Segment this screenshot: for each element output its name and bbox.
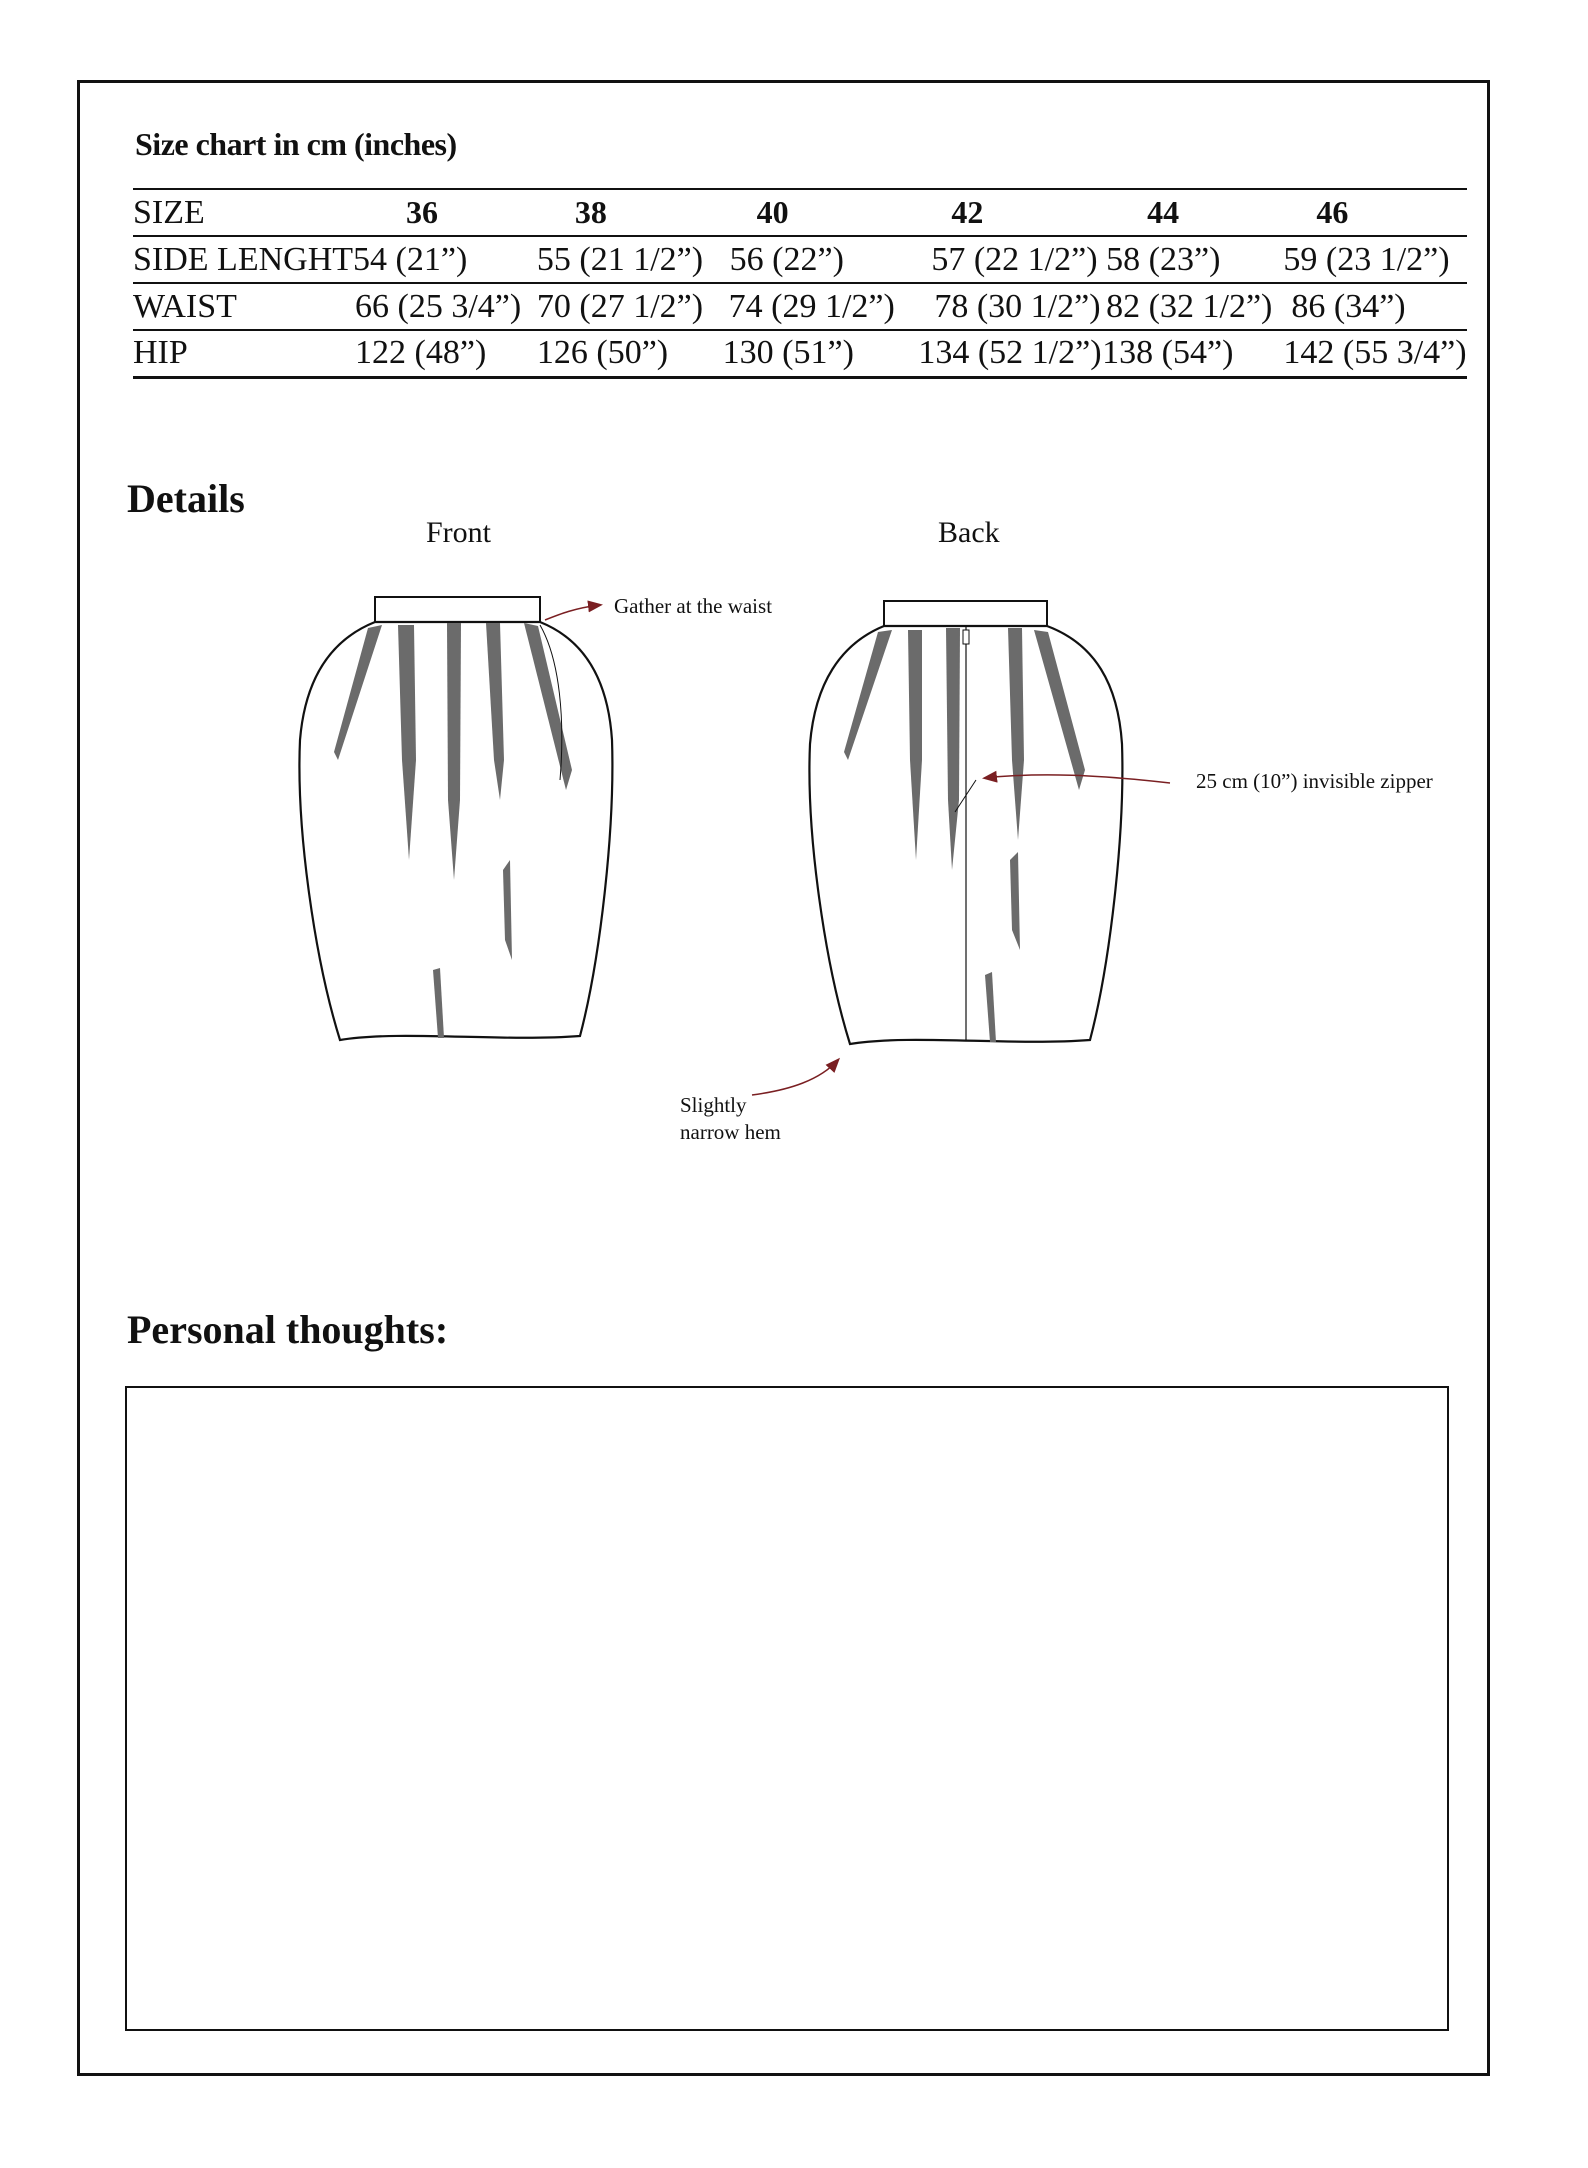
table-cell: 86 (34”) bbox=[1273, 283, 1467, 330]
size-header: 40 bbox=[705, 189, 897, 236]
back-skirt-drawing bbox=[809, 601, 1122, 1044]
hem-annotation-line1: Slightly bbox=[680, 1093, 747, 1117]
front-view-label: Front bbox=[426, 516, 492, 549]
table-cell: 130 (51”) bbox=[705, 330, 897, 377]
table-cell: 58 (23”) bbox=[1102, 236, 1273, 283]
table-cell: 57 (22 1/2”) bbox=[896, 236, 1102, 283]
table-cell: 78 (30 1/2”) bbox=[896, 283, 1102, 330]
size-header: 36 bbox=[353, 189, 523, 236]
front-skirt-drawing bbox=[299, 597, 612, 1040]
hem-annotation-line2: narrow hem bbox=[680, 1120, 781, 1144]
gather-arrow bbox=[545, 605, 600, 620]
personal-thoughts-box[interactable] bbox=[125, 1386, 1449, 2031]
table-cell: 56 (22”) bbox=[705, 236, 897, 283]
table-cell: 134 (52 1/2”) bbox=[896, 330, 1102, 377]
table-cell: 59 (23 1/2”) bbox=[1273, 236, 1467, 283]
table-cell: 138 (54”) bbox=[1102, 330, 1273, 377]
gather-annotation: Gather at the waist bbox=[614, 594, 773, 618]
table-cell: 82 (32 1/2”) bbox=[1102, 283, 1273, 330]
back-view-label: Back bbox=[938, 516, 1000, 549]
details-title: Details bbox=[127, 476, 245, 521]
table-cell: 142 (55 3/4”) bbox=[1273, 330, 1467, 377]
zipper-pull-icon bbox=[963, 630, 969, 644]
zipper-annotation: 25 cm (10”) invisible zipper bbox=[1196, 769, 1433, 793]
table-cell: 122 (48”) bbox=[353, 330, 523, 377]
personal-thoughts-title: Personal thoughts: bbox=[127, 1307, 449, 1352]
table-cell: 55 (21 1/2”) bbox=[523, 236, 705, 283]
table-cell: 66 (25 3/4”) bbox=[353, 283, 523, 330]
size-header: 44 bbox=[1102, 189, 1273, 236]
size-header: 38 bbox=[523, 189, 705, 236]
table-cell: 126 (50”) bbox=[523, 330, 705, 377]
size-header: 42 bbox=[896, 189, 1102, 236]
row-label: SIDE LENGHT bbox=[133, 236, 353, 283]
size-chart-title: Size chart in cm (inches) bbox=[135, 126, 457, 162]
table-cell: 74 (29 1/2”) bbox=[705, 283, 897, 330]
table-cell: 70 (27 1/2”) bbox=[523, 283, 705, 330]
row-label: HIP bbox=[133, 330, 353, 377]
row-label: SIZE bbox=[133, 189, 353, 236]
table-cell: 54 (21”) bbox=[353, 236, 523, 283]
size-header: 46 bbox=[1273, 189, 1467, 236]
row-label: WAIST bbox=[133, 283, 353, 330]
hem-arrow bbox=[752, 1060, 838, 1095]
